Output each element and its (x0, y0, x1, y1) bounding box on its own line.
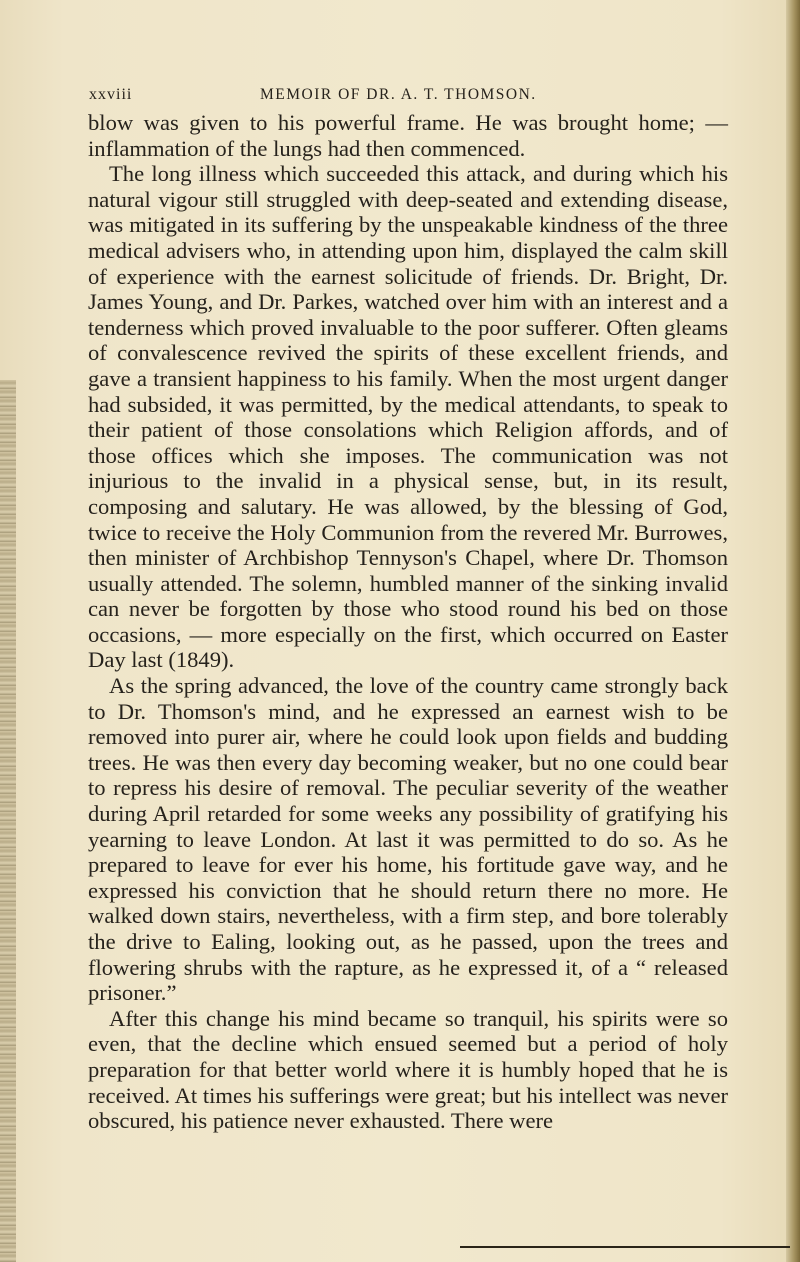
body-text (88, 110, 728, 1134)
page-number: xxviii (89, 86, 133, 103)
paragraph: The long illness which succeeded this attack, and during which his natural vigour still struggled with deep-seated and extending disease, was mitigated in its suffering by the unspeakable kindness of the three medical advisers who, in attending upon him, displayed the calm skill of experience with the earnest solicitude of friends. Dr. Bright, Dr. James Young, and Dr. Parkes, watched over him with an interest and a tenderness which proved invaluable to the poor sufferer. Often gleams of convalescence revived the spirits of these excellent friends, and gave a transient happiness to his family. When the most urgent danger had subsided, it was permitted, by the medical attendants, to speak to their patient of those consolations which Religion affords, and of those offices which she imposes. The communication was not injurious to the invalid in a physical sense, but, in its result, composing and salutary. He was allowed, by the blessing of God, twice to receive the Holy Communion from the revered Mr. Burrowes, then minister of Archbishop Tennyson's Chapel, where Dr. Thomson usually attended. The solemn, humbled manner of the sinking invalid can never be forgotten by those who stood round his bed on those occasions, — more especially on the first, which occurred on Easter Day last (1849). (88, 161, 728, 673)
bottom-rule (460, 1246, 790, 1248)
paragraph: blow was given to his powerful frame. He was brought home; — inflammation of the lungs had then commenced. (88, 110, 728, 161)
page-gutter-edge (0, 380, 16, 1262)
paragraph: As the spring advanced, the love of the country came strongly back to Dr. Thomson's mind, and he expressed an earnest wish to be removed into purer air, where he could look upon fields and budding trees. He was then every day becoming weaker, but no one could bear to repress his desire of removal. The peculiar severity of the weather during April retarded for some weeks any possibility of gratifying his yearning to leave London. At last it was permitted to do so. As he prepared to leave for ever his home, his fortitude gave way, and he expressed his conviction that he should return there no more. He walked down stairs, nevertheless, with a firm step, and bore tolerably the drive to Ealing, looking out, as he passed, upon the trees and flowering shrubs with the rapture, as he expressed it, of a “ released prisoner.” (88, 673, 728, 1006)
running-head: MEMOIR OF DR. A. T. THOMSON. (260, 86, 537, 103)
paragraph: After this change his mind became so tranquil, his spirits were so even, that the decline which ensued seemed but a period of holy preparation for that better world where it is humbly hoped that he is received. At times his sufferings were great; but his intellect was never obscured, his patience never exhausted. There were (88, 1005, 728, 1134)
page-header (0, 86, 800, 112)
page-fore-edge (786, 0, 800, 1262)
